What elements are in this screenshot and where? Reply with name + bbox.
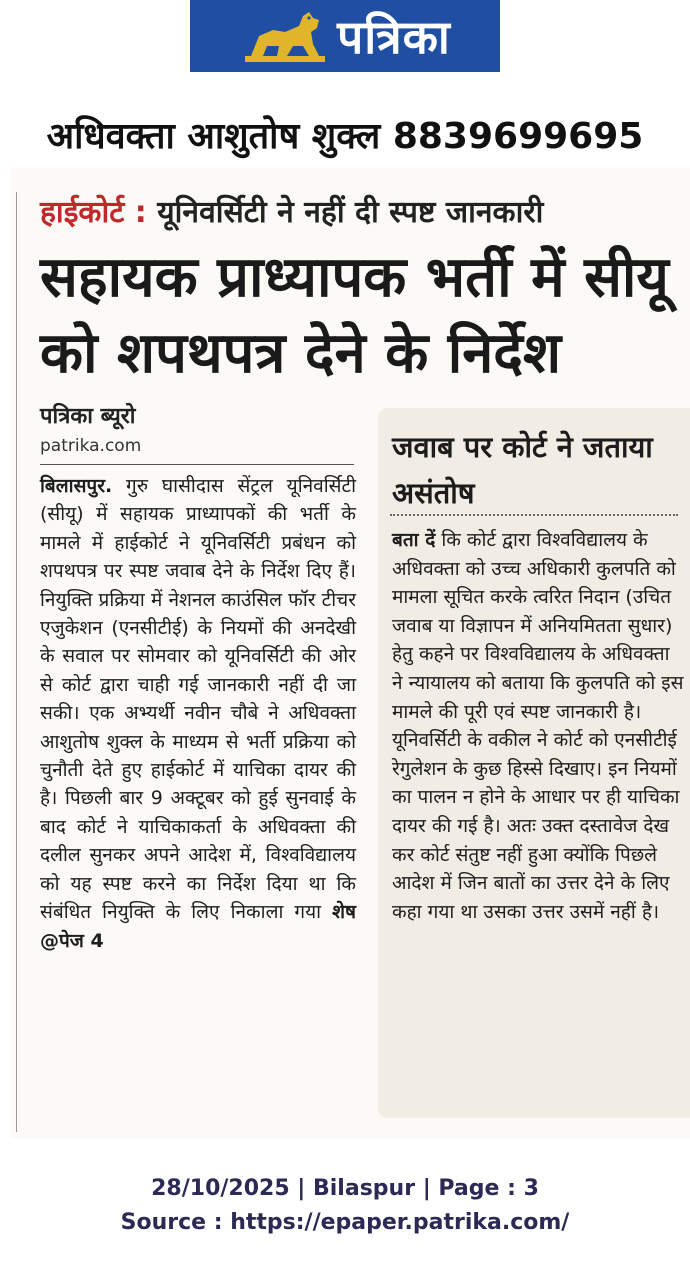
sidebar-divider (390, 514, 678, 516)
article-text: गुरु घासीदास सेंट्रल यूनिवर्सिटी (सीयू) में सहायक प्राध्यापकों की भर्ती के मामले में हाईकोर्ट ने यूनिवर्सिटी प्रबंधन को शपथपत्र पर स्पष्ट जवाब देने के निर्देश दिए हैं। नियुक्ति प्रक्रिया में नेशनल काउंसिल फॉर टीचर एजुकेशन (एनसीटीई) के नियमों की अनदेखी के सवाल पर सोमवार को यूनिवर्सिटी की ओर से कोर्ट द्वारा चाही गई जानकारी नहीं दी जा सकी। एक अभ्यर्थी नवीन चौबे ने अधिवक्ता आशुतोष शुक्ल के माध्यम से भर्ती प्रक्रिया को चुनौती देते हुए हाईकोर्ट में याचिका दायर की है। पिछली बार 9 अक्टूबर को हुई सुनवाई के बाद कोर्ट ने याचिकाकर्ता के अधिवक्ता की दलील सुनकर अपने आदेश में, विश्वविद्यालय को यह स्पष्ट करने का निर्देश दिया था कि संबंधित नियुक्ति के लिए निकाला गया (40, 475, 356, 924)
lion-logo-icon (239, 6, 331, 66)
sidebar-lead: बता दें (392, 529, 436, 551)
sidebar-text: कि कोर्ट द्वारा विश्वविद्यालय के अधिवक्ता को उच्च अधिकारी कुलपति को मामला सूचित करके त्वरित निदान (उचित जवाब या विज्ञापन में अनियमितता सुधार) हेतु कहने पर विश्वविद्यालय के अधिवक्ता ने न्यायालय को बताया कि कुलपति को इस मामले की पूरी एवं स्पष्ट जानकारी है। यूनिवर्सिटी के वकील ने कोर्ट को एनसीटीई रेगुलेशन के कुछ हिस्से दिखाए। इन नियमों का पालन न होने के आधार पर ही याचिका दायर की गई है। अतः उक्त दस्तावेज देख कर कोर्ट संतुष्ट नहीं हुआ क्योंकि पिछले आदेश में जिन बातों का उत्तर देने के लिए कहा गया था उसका उत्तर उसमें नहीं है। (392, 529, 684, 923)
footer-date-line: 28/10/2025 | Bilaspur | Page : 3 (151, 1176, 539, 1201)
byline-rule (40, 464, 354, 465)
byline-bureau: पत्रिका ब्यूरो (40, 404, 136, 429)
dateline: बिलासपुर. (40, 475, 113, 497)
headline (40, 240, 690, 392)
kicker-text: यूनिवर्सिटी ने नहीं दी स्पष्ट जानकारी (146, 195, 544, 230)
sidebar-body (392, 526, 684, 926)
kicker-label: हाईकोर्ट : (40, 195, 147, 230)
continued-marker: शेष @पेज 4 (40, 901, 356, 952)
headline-line-2: को शपथपत्र देने के निर्देश (40, 321, 562, 386)
byline-site: patrika.com (40, 436, 142, 456)
kicker (40, 190, 543, 231)
sidebar-heading: जवाब पर कोर्ट ने जताया असंतोष (392, 430, 653, 510)
footer-source-line: Source : https://epaper.patrika.com/ (120, 1210, 570, 1235)
byline (40, 400, 141, 456)
article-body (40, 472, 356, 955)
column-rule (16, 192, 17, 1132)
masthead (190, 0, 500, 72)
advocate-contact: अधिवक्ता आशुतोष शुक्ल 8839699695 (46, 116, 644, 157)
headline-line-1: सहायक प्राध्यापक भर्ती में सीयू (40, 245, 669, 310)
brand-name: पत्रिका (337, 10, 451, 64)
